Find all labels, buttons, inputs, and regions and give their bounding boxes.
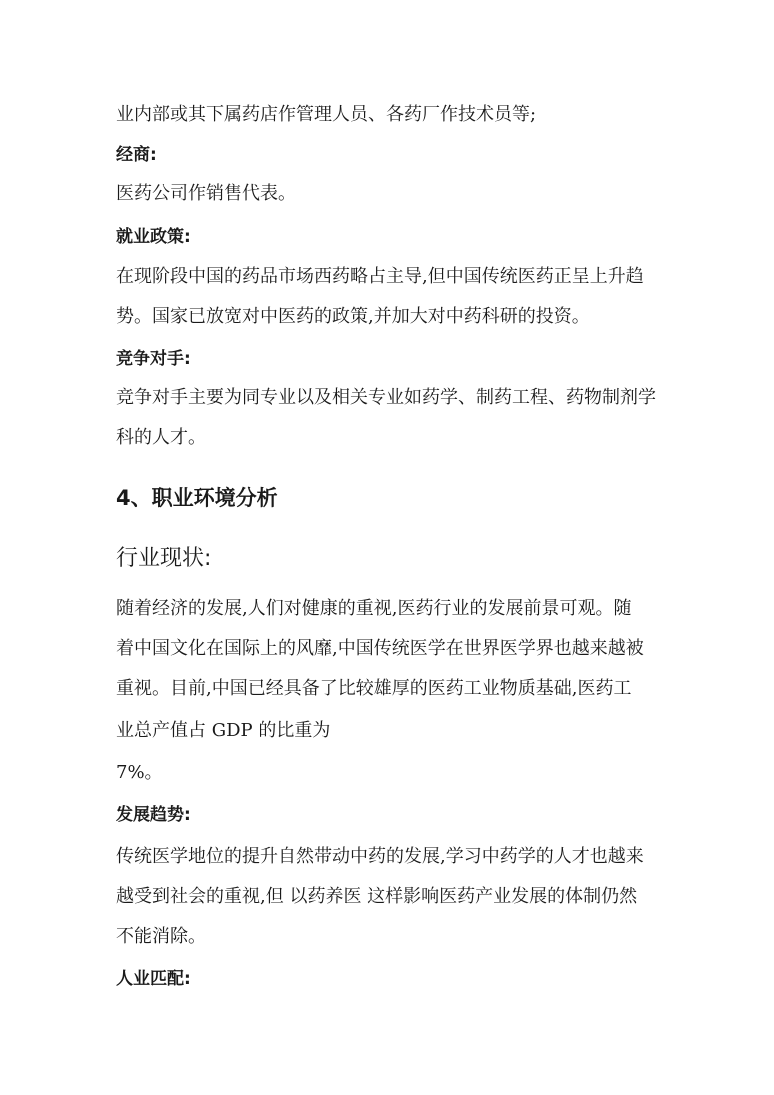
body-text-line: 业总产值占 GDP 的比重为	[116, 720, 331, 741]
body-text-line: 势。国家已放宽对中医药的政策,并加大对中药科研的投资。	[116, 306, 590, 327]
body-text-line: 着中国文化在国际上的风靡,中国传统医学在世界医学界也越来越被	[116, 638, 644, 659]
heading-jingzheng-duishou: 竞争对手:	[116, 349, 191, 369]
body-text-line: 重视。目前,中国已经具备了比较雄厚的医药工业物质基础,医药工	[116, 678, 632, 699]
body-text-line: 在现阶段中国的药品市场西药略占主导,但中国传统医药正呈上升趋	[116, 266, 644, 287]
body-text-line: 越受到社会的重视,但 以药养医 这样影响医药产业发展的体制仍然	[116, 886, 638, 907]
body-text-line: 随着经济的发展,人们对健康的重视,医药行业的发展前景可观。随	[116, 598, 632, 619]
body-text-line: 不能消除。	[116, 926, 206, 947]
heading-jiuye-zhengce: 就业政策:	[116, 227, 191, 247]
body-text-line: 业内部或其下属药店作管理人员、各药厂作技术员等;	[116, 104, 537, 125]
heading-jingshang: 经商:	[116, 145, 157, 165]
body-text-line: 科的人才。	[116, 427, 206, 448]
body-text-line: 医药公司作销售代表。	[116, 183, 296, 204]
section-heading-4: 4、职业环境分析	[116, 486, 278, 510]
heading-renye-pipei: 人业匹配:	[116, 969, 191, 989]
body-text-line: 竞争对手主要为同专业以及相关专业如药学、制药工程、药物制剂学	[116, 387, 656, 408]
heading-hangye-xianzhuang: 行业现状:	[116, 546, 212, 571]
heading-fazhan-qushi: 发展趋势:	[116, 805, 191, 825]
body-text-line: 7%。	[116, 762, 163, 783]
body-text-line: 传统医学地位的提升自然带动中药的发展,学习中药学的人才也越来	[116, 846, 644, 867]
